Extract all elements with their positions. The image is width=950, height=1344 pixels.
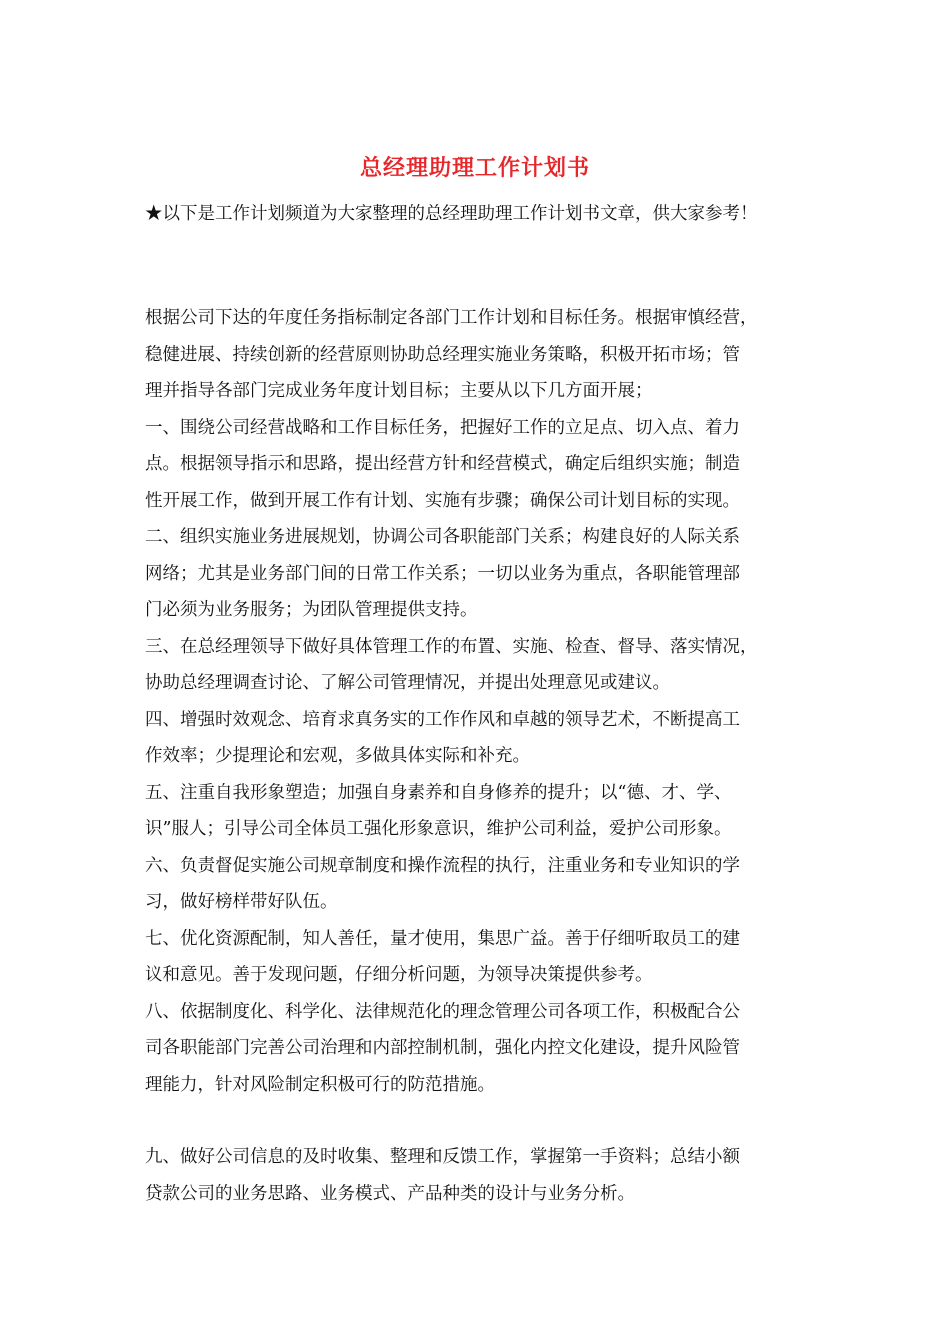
paragraph-line: 一、围绕公司经营战略和工作目标任务，把握好工作的立足点、切入点、着力 — [145, 417, 740, 438]
paragraph-6 — [145, 775, 805, 848]
paragraph-8 — [145, 921, 805, 994]
paragraph-line: 性开展工作，做到开展工作有计划、实施有步骤；确保公司计划目标的实现。 — [145, 490, 740, 511]
paragraph-line: 门必须为业务服务；为团队管理提供支持。 — [145, 600, 478, 620]
paragraph-line: 八、依据制度化、科学化、法律规范化的理念管理公司各项工作，积极配合公 — [145, 1001, 740, 1022]
paragraph-line: 司各职能部门完善公司治理和内部控制机制，强化内控文化建设，提升风险管 — [145, 1038, 740, 1058]
paragraph-line: 识”服人；引导公司全体员工强化形象意识，维护公司利益，爱护公司形象。 — [145, 819, 732, 839]
paragraph-line: 习，做好榜样带好队伍。 — [145, 892, 338, 912]
paragraph-line: 二、组织实施业务进展规划，协调公司各职能部门关系；构建良好的人际关系 — [145, 527, 740, 547]
paragraph-line: 九、做好公司信息的及时收集、整理和反馈工作，掌握第一手资料；总结小额 — [145, 1147, 740, 1167]
paragraph-line: 七、优化资源配制，知人善任，量才使用，集思广益。善于仔细听取员工的建 — [145, 928, 740, 949]
paragraph-2 — [145, 410, 805, 520]
paragraph-line: 议和意见。善于发现问题，仔细分析问题，为领导决策提供参考。 — [145, 965, 653, 985]
paragraph-line: 五、注重自我形象塑造；加强自身素养和自身修养的提升；以“德、才、学、 — [145, 782, 732, 803]
paragraph-line: 理并指导各部门完成业务年度计划目标；主要从以下几方面开展； — [145, 381, 653, 401]
paragraph-line: 三、在总经理领导下做好具体管理工作的布置、实施、检查、督导、落实情况， — [145, 636, 758, 657]
paragraph-line: 作效率；少提理论和宏观，多做具体实际和补充。 — [145, 746, 530, 766]
paragraph-1 — [145, 300, 805, 410]
paragraph-line: 点。根据领导指示和思路，提出经营方针和经营模式，确定后组织实施；制造 — [145, 454, 740, 474]
paragraph-3 — [145, 519, 805, 629]
paragraph-7 — [145, 848, 805, 921]
paragraph-4 — [145, 629, 805, 702]
paragraph-line: 四、增强时效观念、培育求真务实的工作作风和卓越的领导艺术，不断提高工 — [145, 709, 740, 730]
intro-line: ★以下是工作计划频道为大家整理的总经理助理工作计划书文章，供大家参考！ — [145, 204, 758, 224]
paragraph-line: 稳健进展、持续创新的经营原则协助总经理实施业务策略，积极开拓市场；管 — [145, 344, 740, 365]
paragraph-line: 根据公司下达的年度任务指标制定各部门工作计划和目标任务。根据审慎经营， — [145, 308, 758, 328]
paragraph-line: 理能力，针对风险制定积极可行的防范措施。 — [145, 1074, 495, 1095]
paragraph-line: 网络；尤其是业务部门间的日常工作关系；一切以业务为重点，各职能管理部 — [145, 563, 740, 584]
paragraph-line: 六、负责督促实施公司规章制度和操作流程的执行，注重业务和专业知识的学 — [145, 855, 740, 876]
paragraph-line: 贷款公司的业务思路、业务模式、产品种类的设计与业务分析。 — [145, 1183, 635, 1204]
paragraph-9 — [145, 994, 805, 1104]
document-body — [145, 300, 805, 1212]
paragraph-line: 协助总经理调查讨论、了解公司管理情况，并提出处理意见或建议。 — [145, 673, 670, 693]
document-title: 总经理助理工作计划书 — [359, 155, 590, 181]
paragraph-10 — [145, 1139, 805, 1212]
paragraph-5 — [145, 702, 805, 775]
